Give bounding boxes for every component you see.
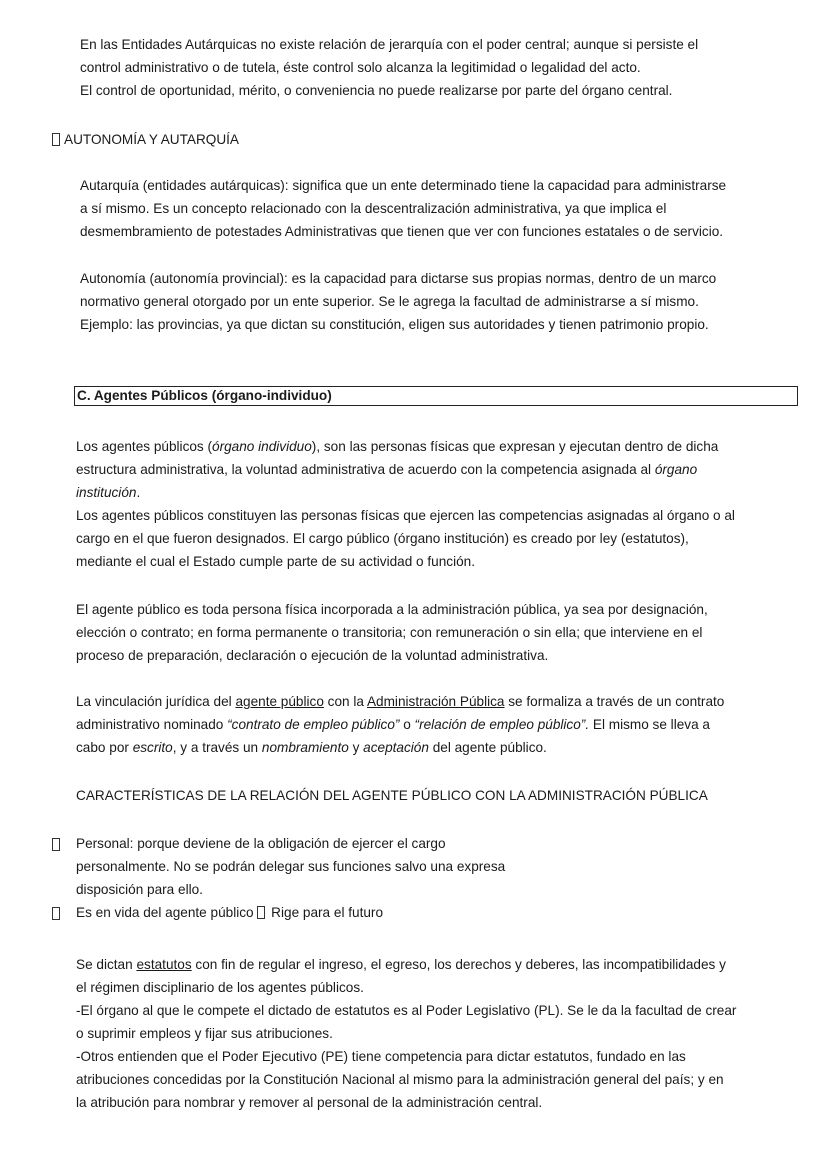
italic-text: institución — [76, 485, 137, 500]
paragraph-estatutos — [76, 953, 798, 1114]
text-line: El agente público es toda persona física incorporada a la administración pública, ya sea por designación, — [76, 602, 708, 617]
text-line: normativo general otorgado por un ente superior. Se le agrega la facultad de administrarse a sí mismo. — [80, 294, 699, 309]
text-line: -El órgano al que le compete el dictado de estatutos es al Poder Legislativo (PL). Se le da la facultad de crear — [76, 1003, 737, 1018]
text-line: a sí mismo. Es un concepto relacionado con la descentralización administrativa, ya que implica el — [80, 201, 667, 216]
text-line: El control de oportunidad, mérito, o conveniencia no puede realizarse por parte del órgano central. — [80, 83, 673, 98]
paragraph-autarquicas-control — [80, 33, 798, 102]
text-line: disposición para ello. — [76, 882, 203, 897]
text-line: -Otros entienden que el Poder Ejecutivo (PE) tiene competencia para dictar estatutos, fundado en las — [76, 1049, 686, 1064]
text-line: control administrativo o de tutela, éste control solo alcanza la legitimidad o legalidad del acto. — [80, 60, 641, 75]
italic-text: escrito — [132, 740, 173, 755]
text-line: cabo por escrito, y a través un nombramiento y aceptación del agente público. — [76, 740, 547, 755]
underlined-text: agente público — [235, 694, 324, 709]
missing-glyph-icon — [52, 838, 60, 851]
text-line: Los agentes públicos constituyen las personas físicas que ejercen las competencias asignadas al órgano o al — [76, 508, 735, 523]
italic-text: órgano — [654, 462, 698, 477]
paragraph-autonomia — [80, 267, 798, 336]
section-heading-agentes-publicos: C. Agentes Públicos (órgano-individuo) — [74, 386, 798, 406]
text-line: Se dictan estatutos con fin de regular el ingreso, el egreso, los derechos y deberes, las incompatibilidades y — [76, 957, 726, 972]
text-line: la atribución para nombrar y remover al personal de la administración central. — [76, 1095, 543, 1110]
section-heading-caracteristicas: CARACTERÍSTICAS DE LA RELACIÓN DEL AGENTE PÚBLICO CON LA ADMINISTRACIÓN PÚBLICA — [76, 788, 708, 803]
bullet-en-vida: Es en vida del agente público Rige para el futuro — [76, 905, 384, 920]
text-line: Ejemplo: las provincias, ya que dictan su constitución, eligen sus autoridades y tienen patrimonio propio. — [80, 317, 709, 332]
text-line: Autonomía (autonomía provincial): es la capacidad para dictarse sus propias normas, dentro de un marco — [80, 271, 717, 286]
italic-text: órgano individuo — [212, 439, 312, 454]
bullet-personal — [76, 832, 546, 901]
text-line: administrativo nominado “contrato de empleo público” o “relación de empleo público”. El mismo se lleva a — [76, 717, 710, 732]
text-line: Los agentes públicos (órgano individuo), son las personas físicas que expresan y ejecutan dentro de dicha — [76, 439, 719, 454]
section-heading-autonomia — [52, 128, 792, 151]
italic-text: “relación de empleo público”. — [414, 717, 590, 732]
text-line: o suprimir empleos y fijar sus atribuciones. — [76, 1026, 333, 1041]
text-line: mediante el cual el Estado cumple parte de su actividad o función. — [76, 554, 475, 569]
italic-text: nombramiento — [261, 740, 349, 755]
text-line: Personal: porque deviene de la obligación de ejercer el cargo — [76, 836, 446, 851]
section-title: AUTONOMÍA Y AUTARQUÍA — [64, 132, 239, 147]
text-line: Autarquía (entidades autárquicas): significa que un ente determinado tiene la capacidad para administrarse — [80, 178, 727, 193]
underlined-text: Administración Pública — [366, 694, 505, 709]
text-line: el régimen disciplinario de los agentes públicos. — [76, 980, 364, 995]
italic-text: “contrato de empleo público” — [227, 717, 400, 732]
paragraph-vinculacion-juridica — [76, 690, 798, 759]
text-line: En las Entidades Autárquicas no existe relación de jerarquía con el poder central; aunque si persiste el — [80, 37, 699, 52]
text-line: proceso de preparación, declaración o ejecución de la voluntad administrativa. — [76, 648, 549, 663]
underlined-text: estatutos — [136, 957, 192, 972]
text-line: cargo en el que fueron designados. El cargo público (órgano institución) es creado por ley (estatutos), — [76, 531, 689, 546]
missing-glyph-icon — [52, 907, 60, 920]
italic-text: aceptación — [363, 740, 429, 755]
text-line: La vinculación jurídica del agente público con la Administración Pública se formaliza a través de un contrato — [76, 694, 725, 709]
text-line: desmembramiento de potestades Administrativas que tienen que ver con funciones estatales o de servicio. — [80, 224, 724, 239]
paragraph-agente-definicion — [76, 598, 798, 667]
paragraph-agentes-publicos — [76, 435, 798, 573]
paragraph-autarquia — [80, 174, 798, 243]
missing-glyph-icon — [257, 906, 265, 919]
text-line: atribuciones concedidas por la Constitución Nacional al mismo para la administración general del país; y en — [76, 1072, 724, 1087]
text-line: personalmente. No se podrán delegar sus funciones salvo una expresa — [76, 859, 506, 874]
missing-glyph-icon — [52, 133, 60, 146]
text-line: estructura administrativa, la voluntad administrativa de acuerdo con la competencia asignada al órgano — [76, 462, 698, 477]
text-line: institución. — [76, 485, 141, 500]
text-line: elección o contrato; en forma permanente o transitoria; con remuneración o sin ella; que interviene en el — [76, 625, 703, 640]
